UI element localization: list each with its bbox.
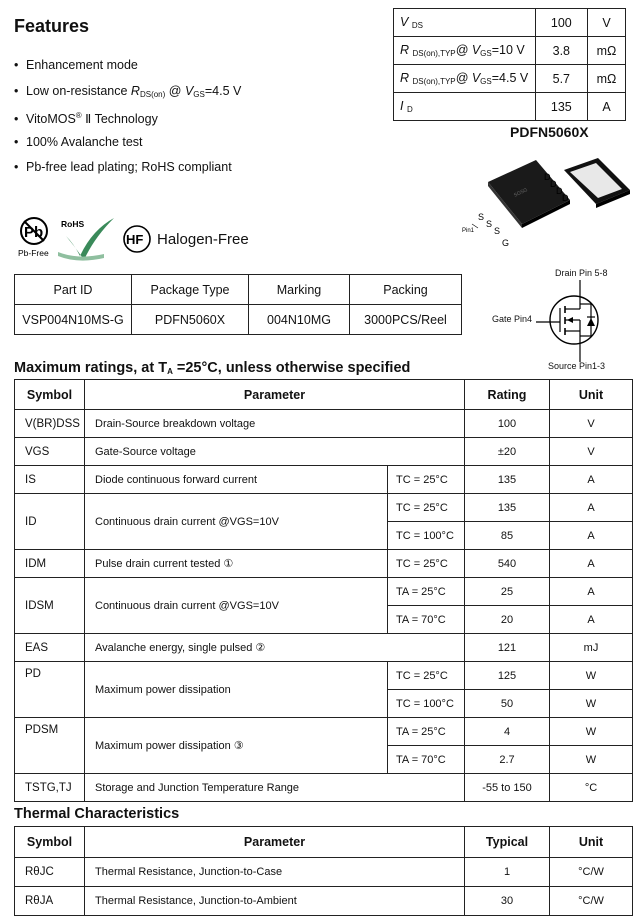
features-list <box>14 56 241 184</box>
pb-free-logo <box>18 218 49 258</box>
key-spec-table <box>393 8 626 121</box>
package-marking: SGSG <box>513 187 529 199</box>
table-row: RθJA Thermal Resistance, Junction-to-Ambient 30 °C/W <box>15 887 633 916</box>
features-title: Features <box>14 16 90 36</box>
package-name: PDFN5060X <box>510 124 589 140</box>
table-row: IS Diode continuous forward current TC = 25°C 135 A <box>15 466 633 494</box>
table-row: EAS Avalanche energy, single pulsed ② 121 mJ <box>15 634 633 662</box>
feature-item: • Pb-free lead plating; RoHS compliant <box>14 160 232 174</box>
thermal-title: Thermal Characteristics <box>14 806 180 822</box>
halogen-free-text: Halogen-Free <box>157 231 249 248</box>
source-label: Source Pin1-3 <box>548 361 606 371</box>
pin-d: D <box>562 193 569 203</box>
spec-row: V $_{DS}$ 100 V <box>394 9 626 37</box>
table-row: TA = 70°C 2.7 W <box>15 746 633 774</box>
svg-text:RoHS: RoHS <box>61 219 85 229</box>
table-row: TC = 100°C 85 A <box>15 522 633 550</box>
max-ratings-table <box>14 379 633 802</box>
spec-row: I $_D$ 135 A <box>394 93 626 121</box>
table-row: ID Continuous drain current @VGS=10V TC = 25°C 135 A <box>15 494 633 522</box>
halogen-free-logo <box>124 226 150 252</box>
pin1-label: Pin1 <box>462 228 475 234</box>
gate-label: Gate Pin4 <box>492 314 533 324</box>
thermal-table <box>14 826 633 916</box>
mosfet-schematic <box>536 280 616 362</box>
table-row: PD Maximum power dissipation TC = 25°C 125 W <box>15 662 633 690</box>
feature-item: • VitoMOS® Ⅱ Technology <box>14 111 158 126</box>
thermal-header: Symbol Parameter Typical Unit <box>15 827 633 858</box>
table-row: VGS Gate-Source voltage ±20 V <box>15 438 633 466</box>
table-row: TC = 100°C 50 W <box>15 690 633 718</box>
pin-s: S <box>486 219 493 229</box>
max-ratings-header: Symbol Parameter Rating Unit <box>15 380 633 410</box>
table-row: RθJC Thermal Resistance, Junction-to-Case 1 °C/W <box>15 858 633 887</box>
pin-d: D <box>550 179 557 189</box>
part-table-row: VSP004N10MS-G PDFN5060X 004N10MG 3000PCS/Reel <box>15 305 462 335</box>
package-drawing <box>458 150 635 250</box>
svg-text:Pb: Pb <box>24 224 44 241</box>
part-table-header: Part ID Package Type Marking Packing <box>15 275 462 305</box>
feature-item: • Enhancement mode <box>14 58 138 72</box>
feature-item: • Low on-resistance $R_{DS(on)}$ @ $V_{GS}=4.5$ V <box>14 83 242 99</box>
table-row: IDM Pulse drain current tested ① TC = 25°C 540 A <box>15 550 633 578</box>
svg-text:HF: HF <box>126 232 144 247</box>
drain-label: Drain Pin 5-8 <box>555 268 608 278</box>
mosfet-symbol <box>488 262 628 374</box>
table-row: TSTG,TJ Storage and Junction Temperature Range -55 to 150 °C <box>15 774 633 802</box>
rohs-logo <box>58 218 114 261</box>
max-ratings-title: Maximum ratings, at $T_A =25^\circ C$, unless otherwise specified <box>14 360 411 376</box>
table-row: IDSM Continuous drain current @VGS=10V TA = 25°C 25 A <box>15 578 633 606</box>
spec-row: R $_{DS(on),TYP}$@ $V_{GS}=10$ V 3.8 mΩ <box>394 37 626 65</box>
pin-s: S <box>494 226 501 236</box>
table-row: TA = 70°C 20 A <box>15 606 633 634</box>
svg-text:Pb-Free: Pb-Free <box>18 248 49 258</box>
pin-s: S <box>478 212 485 222</box>
pin-d: D <box>556 186 563 196</box>
table-row: PDSM Maximum power dissipation ③ TA = 25°C 4 W <box>15 718 633 746</box>
pin-g: G <box>502 238 510 248</box>
feature-item: • 100% Avalanche test <box>14 134 143 149</box>
table-row: V(BR)DSS Drain-Source breakdown voltage 100 V <box>15 410 633 438</box>
pin-d: D <box>544 172 551 182</box>
spec-row: R $_{DS(on),TYP}$@ $V_{GS}=4.5$ V 5.7 mΩ <box>394 65 626 93</box>
part-table <box>14 274 462 335</box>
